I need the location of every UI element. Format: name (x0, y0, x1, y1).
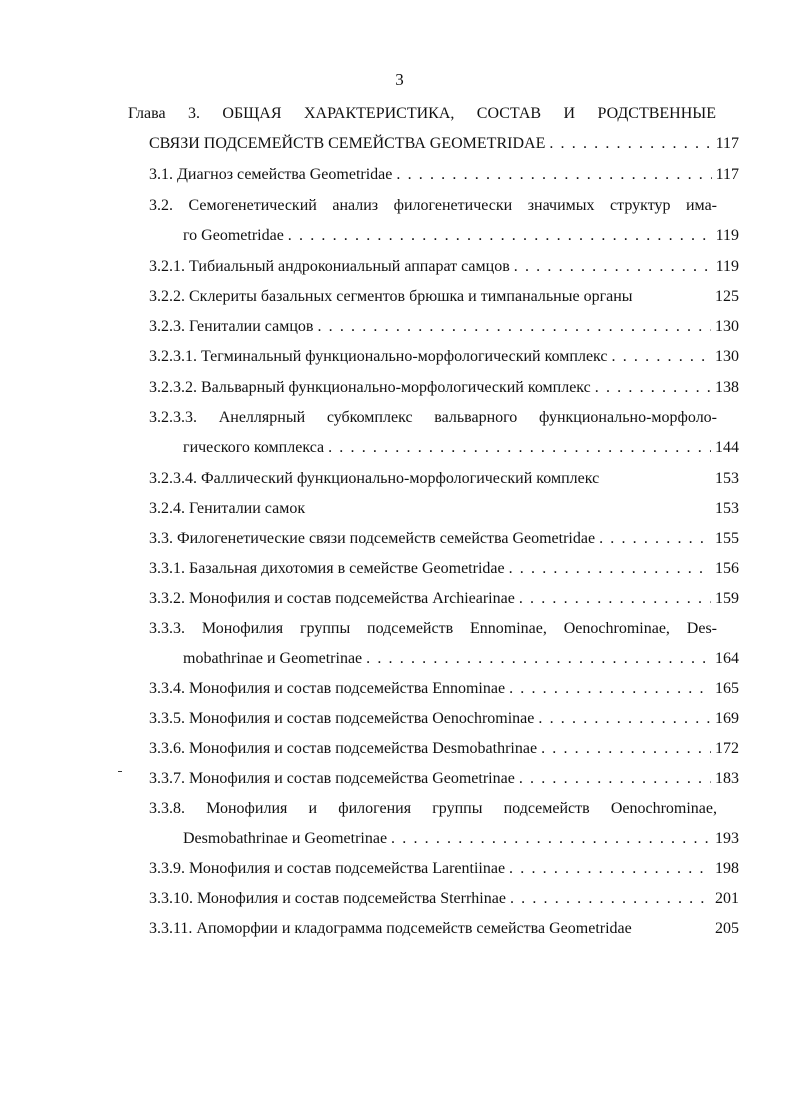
page-ref: 117 (715, 135, 739, 152)
toc-entry-text: 3.2.1. Тибиальный андрокониальный аппарат самцов (149, 258, 510, 275)
toc-entry-text: mobathrinae и Geometrinae (183, 650, 363, 667)
toc-entry (149, 739, 739, 759)
scan-artifact (118, 771, 122, 772)
page-ref: 183 (715, 770, 739, 787)
toc-entry (149, 709, 739, 729)
leader-dots (599, 529, 711, 549)
toc-entry-text: 3.3.9. Монофилия и состав подсемейства Larentiinae (149, 860, 506, 877)
toc-entry-line-1: 3.2. Семогенетический анализ филогенетически значимых структур има- (149, 197, 717, 214)
toc-entry-text: 3.3.6. Монофилия и состав подсемейства Desmobathrinae (149, 740, 538, 757)
page-ref: 156 (715, 560, 739, 577)
toc-entry-text: 3.3.5. Монофилия и состав подсемейства Oenochrominae (149, 710, 535, 727)
page-ref: 193 (715, 830, 739, 847)
leader-dots (510, 889, 711, 909)
toc-entry-line-1: 3.3.8. Монофилия и филогения группы подсемейств Oenochrominae, (149, 800, 717, 817)
leader-dots (509, 859, 711, 879)
chapter-heading-line-1: Глава 3. ОБЩАЯ ХАРАКТЕРИСТИКА, СОСТАВ И РОДСТВЕННЫЕ (128, 105, 716, 122)
chapter-heading-text: СВЯЗИ ПОДСЕМЕЙСТВ СЕМЕЙСТВА GEOMETRIDAE (149, 135, 546, 152)
toc-entry-line-2 (183, 438, 739, 458)
page-ref: 144 (715, 439, 739, 456)
toc-entry-text: 3.2.3. Гениталии самцов (149, 318, 314, 335)
toc-entry (149, 769, 739, 789)
toc-entry (149, 317, 739, 337)
toc-entry-text: го Geometridae (183, 227, 284, 244)
chapter-heading-line-2 (149, 134, 739, 154)
toc-entry-text: 3.2.4. Гениталии самок (149, 500, 306, 517)
toc-entry-line-2 (183, 649, 739, 669)
leader-dots (514, 257, 712, 277)
page-number: 3 (395, 70, 404, 89)
toc-entry (149, 469, 739, 489)
page-ref: 205 (715, 920, 739, 937)
leader-dots (328, 438, 711, 458)
page-ref: 155 (715, 530, 739, 547)
toc-entry-text: 3.3.4. Монофилия и состав подсемейства Ennominae (149, 680, 506, 697)
toc-entry (149, 559, 739, 579)
toc-entry (149, 347, 739, 367)
page-ref: 117 (715, 166, 739, 183)
toc-entry (149, 919, 739, 939)
page-ref: 164 (715, 650, 739, 667)
toc-entry (149, 679, 739, 699)
toc-entry-text: 3.2.3.1. Тегминальный функционально-морфологический комплекс (149, 348, 608, 365)
leader-dots (612, 347, 711, 367)
leader-dots (391, 829, 711, 849)
leader-dots (366, 649, 711, 669)
toc-entry (149, 589, 739, 609)
leader-dots (549, 134, 711, 154)
toc-entry-line-2 (183, 226, 739, 246)
page-ref: 165 (715, 680, 739, 697)
page-ref: 125 (715, 288, 739, 305)
toc-entry (149, 859, 739, 879)
leader-dots (288, 226, 712, 246)
page-ref: 153 (715, 470, 739, 487)
page-ref: 119 (715, 258, 739, 275)
toc-entry-text: Desmobathrinae и Geometrinae (183, 830, 388, 847)
page-ref: 159 (715, 590, 739, 607)
toc-entry-text: 3.2.3.4. Фаллический функционально-морфологический комплекс (149, 470, 600, 487)
toc-entry (149, 529, 739, 549)
leader-dots (541, 739, 711, 759)
toc-entry-text: 3.3.10. Монофилия и состав подсемейства Sterrhinae (149, 890, 506, 907)
leader-dots (509, 679, 711, 699)
leader-dots (595, 378, 711, 398)
page-ref: 153 (715, 500, 739, 517)
toc-entry-text: гического комплекса (183, 439, 325, 456)
page-ref: 198 (715, 860, 739, 877)
toc-entry (149, 889, 739, 909)
leader-dots (519, 769, 711, 789)
toc-entry (149, 499, 739, 519)
toc-entry-text: 3.3.1. Базальная дихотомия в семействе Geometridae (149, 560, 505, 577)
page-ref: 119 (715, 227, 739, 244)
toc-entry-text: 3.3.2. Монофилия и состав подсемейства Archiearinae (149, 590, 515, 607)
leader-dots (396, 165, 711, 185)
toc-entry-text: 3.3.7. Монофилия и состав подсемейства Geometrinae (149, 770, 515, 787)
toc-entry (149, 287, 739, 307)
toc-entry-text: 3.3. Филогенетические связи подсемейств семейства Geometridae (149, 530, 596, 547)
page-ref: 169 (715, 710, 739, 727)
toc-entry-text: 3.2.3.2. Вальварный функционально-морфологический комплекс (149, 379, 591, 396)
page-ref: 172 (715, 740, 739, 757)
toc-entry (149, 257, 739, 277)
toc-entry-line-1: 3.3.3. Монофилия группы подсемейств Ennominae, Oenochrominae, Des- (149, 620, 717, 637)
page-ref: 130 (715, 318, 739, 335)
toc-entry-line-2 (183, 829, 739, 849)
toc-entry-text: 3.1. Диагноз семейства Geometridae (149, 166, 393, 183)
page-ref: 201 (715, 890, 739, 907)
leader-dots (538, 709, 711, 729)
toc-entry (149, 165, 739, 185)
page-ref: 138 (715, 379, 739, 396)
page-ref: 130 (715, 348, 739, 365)
toc-entry-text: 3.3.11. Апоморфии и кладограмма подсемейств семейства Geometridae (149, 920, 632, 937)
leader-dots (509, 559, 711, 579)
leader-dots (519, 589, 711, 609)
toc-entry (149, 378, 739, 398)
toc-entry-text: 3.2.2. Склериты базальных сегментов брюшка и тимпанальные органы (149, 288, 633, 305)
toc-entry-line-1: 3.2.3.3. Анеллярный субкомплекс вальварного функционально-морфоло- (149, 409, 717, 426)
leader-dots (317, 317, 711, 337)
